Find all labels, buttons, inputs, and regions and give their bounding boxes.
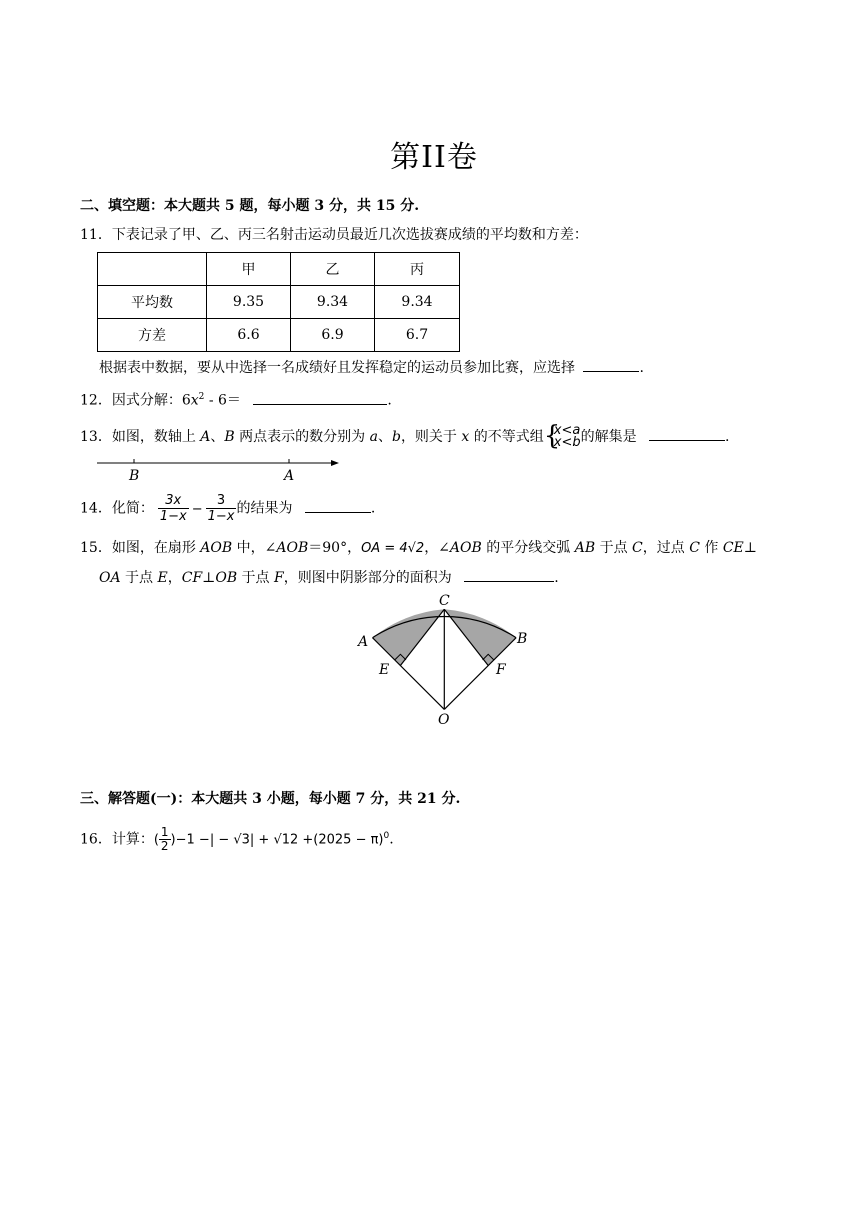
question-11-followup	[99, 357, 644, 378]
point-label: A	[200, 429, 211, 445]
table-cell: 方差	[98, 319, 207, 352]
inequality-system	[543, 421, 581, 451]
exponent: 2	[198, 392, 205, 402]
point-name: C	[632, 540, 643, 556]
punctuation: .	[725, 429, 730, 445]
question-14	[80, 493, 375, 524]
punctuation: .	[639, 360, 644, 376]
arrow-icon	[331, 460, 339, 466]
answer-blank[interactable]	[649, 426, 725, 441]
answer-blank[interactable]	[305, 498, 371, 513]
point-label-A: A	[284, 468, 295, 484]
question-16	[80, 826, 394, 853]
section-heading-solutions: 三、解答题(一)：本大题共 3 小题，每小题 7 分，共 21 分.	[80, 791, 461, 807]
question-number: 12．	[80, 392, 112, 409]
question-text: 作	[699, 540, 723, 556]
question-number: 14．	[80, 500, 112, 517]
punctuation: .	[370, 500, 376, 517]
question-text: 化简：	[111, 500, 154, 517]
answer-blank[interactable]	[464, 567, 554, 582]
question-text: 的不等式组	[469, 429, 544, 445]
paren-open: (	[153, 832, 159, 848]
question-text: 于点	[120, 570, 158, 586]
point-label-A: A	[358, 634, 369, 650]
numerator: 1	[160, 825, 169, 840]
question-text: 的平分线交弧	[481, 540, 575, 556]
question-text: ，∠	[424, 540, 450, 556]
punctuation: .	[389, 831, 394, 848]
point-label-F: F	[496, 662, 506, 678]
question-text: ，	[167, 570, 182, 586]
variable: x	[190, 392, 199, 409]
question-11	[80, 225, 588, 245]
point-name: C	[689, 540, 700, 556]
denominator: 2	[160, 839, 169, 854]
table-header-row	[98, 253, 460, 286]
answer-blank[interactable]	[253, 390, 387, 405]
operator: −	[191, 501, 203, 517]
table-header: 乙	[291, 253, 375, 286]
score-table	[97, 252, 460, 352]
question-text: 计算：	[111, 831, 154, 848]
page-title: 第II卷	[390, 140, 478, 175]
question-text: ，过点	[642, 540, 690, 556]
question-number: 11．	[80, 227, 112, 243]
table-cell: 6.9	[291, 319, 375, 352]
segment-name: OB	[215, 570, 238, 586]
question-12	[80, 387, 392, 411]
question-text: 如图，数轴上	[111, 429, 201, 445]
table-cell: 9.34	[291, 286, 375, 319]
table-cell: 9.35	[207, 286, 291, 319]
segment-name: OA	[99, 570, 121, 586]
math-expression: −1 −| − √3| + √12 +(2025 − π)	[175, 832, 384, 848]
sector-name: AOB	[200, 540, 233, 556]
sector-figure	[350, 590, 540, 730]
question-text: ，则关于	[400, 429, 462, 445]
punctuation: 、	[210, 429, 225, 445]
punctuation: .	[387, 392, 392, 409]
number-line-figure	[95, 452, 345, 484]
fraction	[206, 493, 237, 524]
table-cell: 平均数	[98, 286, 207, 319]
table-cell	[98, 253, 207, 286]
point-label-B: B	[129, 468, 140, 484]
point-label-B: B	[517, 631, 528, 647]
question-15-line-2	[99, 567, 559, 588]
variable: b	[391, 429, 401, 445]
question-text: 中，∠	[232, 540, 277, 556]
question-text: 根据表中数据，要从中选择一名成绩好且发挥稳定的运动员参加比赛，应选择	[99, 360, 575, 376]
numerator: 3x	[158, 493, 189, 509]
arc-name: AB	[574, 540, 596, 556]
angle-name: AOB	[449, 540, 482, 556]
point-label-C: C	[439, 593, 450, 609]
exponent: 0	[383, 831, 390, 841]
question-text: 下表记录了甲、乙、丙三名射击运动员最近几次选拔赛成绩的平均数和方差：	[111, 227, 588, 243]
angle-name: AOB	[276, 540, 309, 556]
question-text: 于点	[237, 570, 275, 586]
question-text: ，则图中阴影部分的面积为	[283, 570, 452, 586]
denominator: 1−x	[207, 509, 235, 524]
point-label: B	[224, 429, 235, 445]
point-label-O: O	[438, 712, 450, 728]
table-row	[98, 286, 460, 319]
inequality-line: x<b	[553, 435, 581, 450]
table-cell: 6.6	[207, 319, 291, 352]
table-row	[98, 319, 460, 352]
brace-glyph: {	[543, 421, 561, 451]
question-text: 两点表示的数分别为	[234, 429, 370, 445]
question-number: 16．	[80, 831, 112, 848]
punctuation: 、	[377, 429, 392, 445]
table-cell: 6.7	[375, 319, 460, 352]
shaded-region-left	[373, 609, 445, 665]
shaded-region-right	[444, 609, 516, 665]
math-expression: OA = 4√2	[361, 541, 425, 556]
question-text: 的解集是	[580, 429, 637, 445]
fraction	[159, 826, 171, 853]
section-heading-fill-in: 二、填空题：本大题共 5 题，每小题 3 分，共 15 分.	[80, 198, 420, 214]
numerator: 3	[206, 493, 237, 509]
segment-name: CE	[722, 540, 744, 556]
perpendicular-symbol: ⊥	[202, 570, 216, 586]
segment-name: CF	[181, 570, 203, 586]
denominator: 1−x	[159, 509, 187, 524]
inequality-line: x<a	[553, 423, 581, 438]
question-number: 13．	[80, 429, 112, 445]
question-text: 的结果为	[236, 500, 293, 517]
paren-close: )	[170, 832, 176, 848]
table-header: 丙	[375, 253, 460, 286]
punctuation: .	[554, 570, 559, 586]
table-header: 甲	[207, 253, 291, 286]
question-text: 于点	[595, 540, 633, 556]
point-name: F	[274, 570, 284, 586]
table-cell: 9.34	[375, 286, 460, 319]
answer-blank[interactable]	[583, 357, 639, 372]
point-label-E: E	[379, 662, 390, 678]
question-text: - 6＝	[204, 392, 241, 409]
question-number: 15．	[80, 540, 112, 556]
variable: x	[461, 429, 470, 445]
question-text: ＝90°，	[308, 540, 362, 556]
question-15-line-1	[80, 538, 757, 559]
point-name: E	[157, 570, 168, 586]
variable: a	[369, 429, 378, 445]
question-text: 如图，在扇形	[111, 540, 201, 556]
fraction	[158, 493, 189, 524]
question-13	[80, 421, 730, 451]
perpendicular-symbol: ⊥	[743, 540, 757, 556]
question-text: 因式分解：6	[111, 392, 191, 409]
